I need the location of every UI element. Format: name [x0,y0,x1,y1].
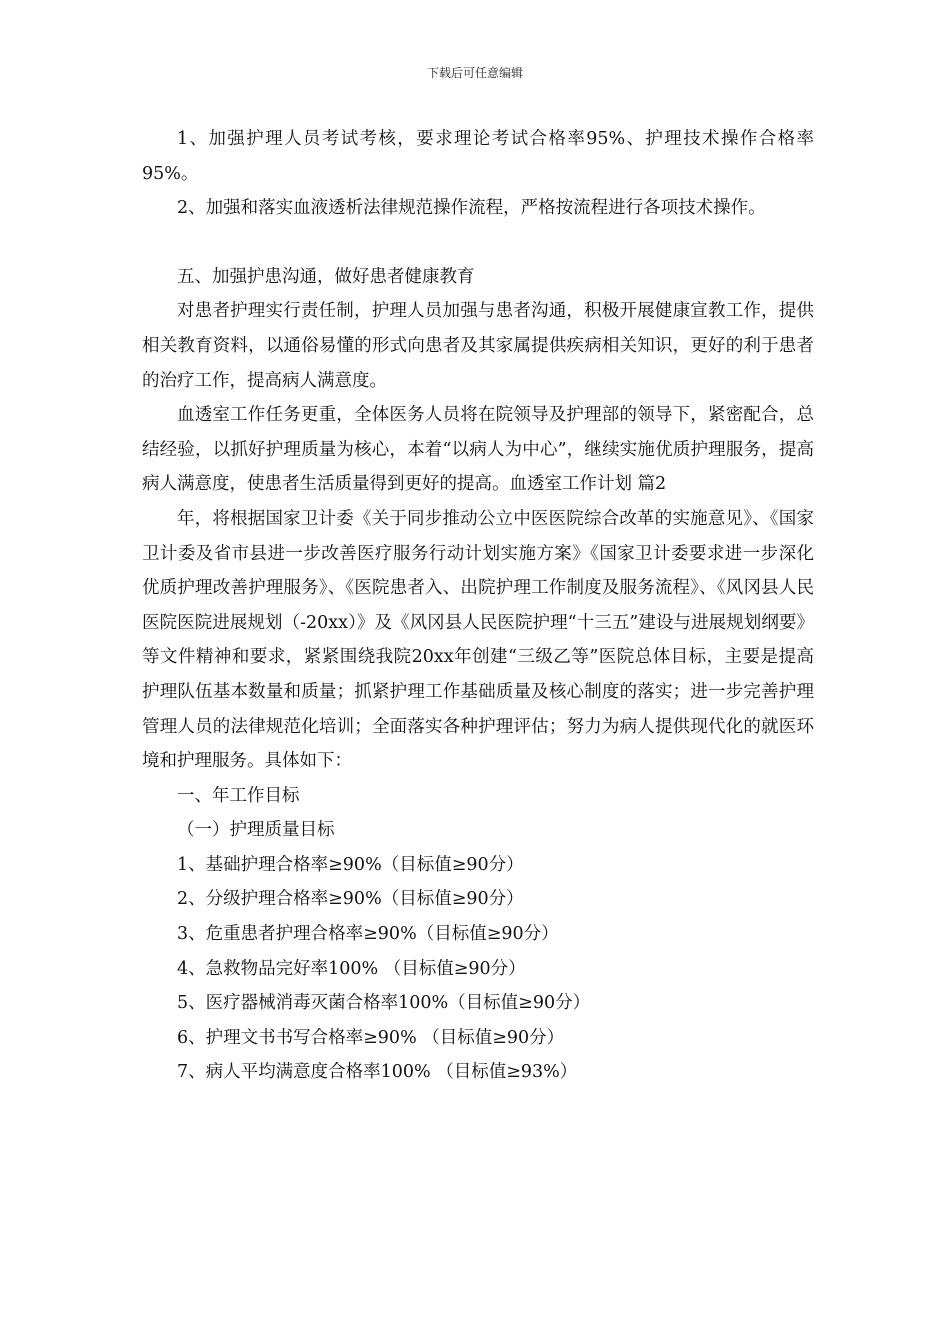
document-body [142,122,814,1090]
list-item-goal-7: 7、病人平均满意度合格率100% （目标值≥93%） [177,1062,578,1083]
list-item-goal-1: 1、基础护理合格率≥90%（目标值≥90分） [177,854,524,875]
list-item-goal-2: 2、分级护理合格率≥90%（目标值≥90分） [177,889,524,910]
section-heading-communication: 五、加强护患沟通，做好患者健康教育 [177,266,475,287]
list-item-goal-6: 6、护理文书书写合格率≥90% （目标值≥90分） [177,1027,565,1048]
subsection-heading-quality: （一）护理质量目标 [177,820,335,841]
paragraph-dialysis-summary: 血透室工作任务更重，全体医务人员将在院领导及护理部的领导下，紧密配合，总结经验，以抓好护理质量为核心，本着“以病人为中心”，继续实施优质护理服务，提高病人满意度，使患者生活质量得到更好的提高。血透室工作计划 篇2 [142,405,814,495]
list-item-goal-3: 3、危重患者护理合格率≥90%（目标值≥90分） [177,924,559,945]
list-item-goal-4: 4、急救物品完好率100% （目标值≥90分） [177,958,526,979]
list-item-goal-5: 5、医疗器械消毒灭菌合格率100%（目标值≥90分） [177,993,591,1014]
paragraph-patient-education: 对患者护理实行责任制，护理人员加强与患者沟通，积极开展健康宣教工作，提供相关教育资料，以通俗易懂的形式向患者及其家属提供疾病相关知识，更好的利于患者的治疗工作，提高病人满意度。 [142,301,814,391]
paragraph-annual-plan: 年，将根据国家卫计委《关于同步推动公立中医医院综合改革的实施意见》、《国家卫计委及省市县进一步改善医疗服务行动计划实施方案》《国家卫计委要求进一步深化优质护理改善护理服务》、《医院患者入、出院护理工作制度及服务流程》、《风冈县人民医院医院进展规划（-20xx）》及《风冈县人民医院护理“十三五”建设与进展规划纲要》等文件精神和要求，紧紧围绕我院20xx年创建“三级乙等”医院总体目标，主要是提高护理队伍基本数量和质量；抓紧护理工作基础质量及核心制度的落实；进一步完善护理管理人员的法律规范化培训；全面落实各种护理评估；努力为病人提供现代化的就医环境和护理服务。具体如下： [142,508,814,772]
section-heading-goals: 一、年工作目标 [177,785,300,806]
paragraph-dialysis-procedure: 2、加强和落实血液透析法律规范操作流程，严格按流程进行各项技术操作。 [177,198,766,219]
paragraph-exam-requirement: 1、加强护理人员考试考核，要求理论考试合格率95%、护理技术操作合格率95%。 [142,129,814,184]
page-header: 下载后可任意编辑 [426,66,523,80]
